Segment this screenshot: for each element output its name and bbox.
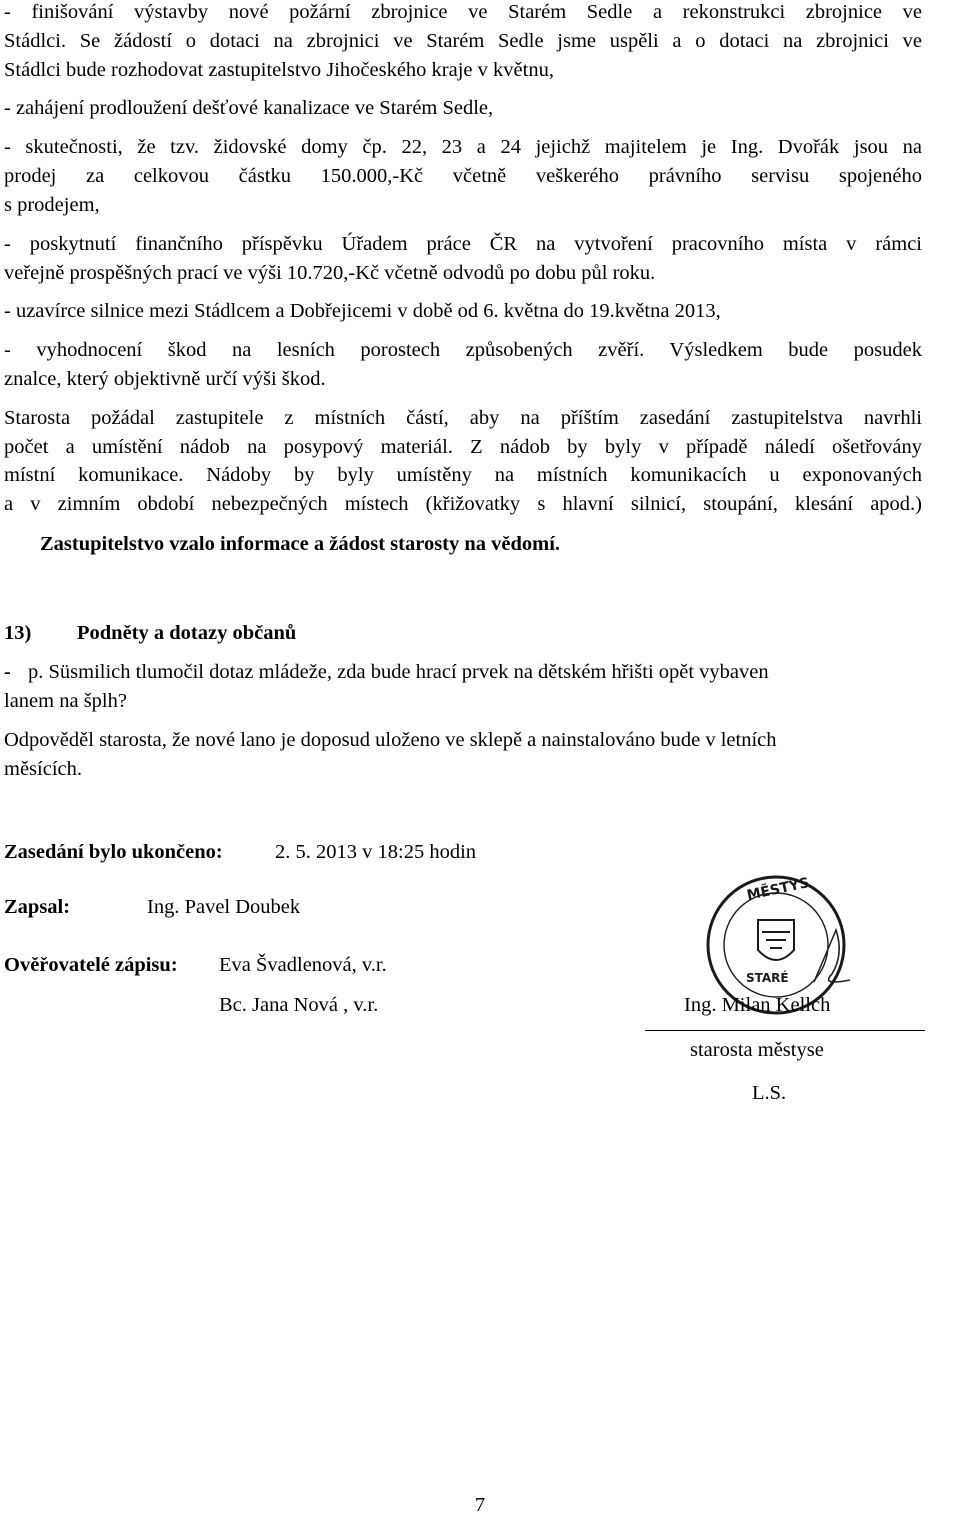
text-line: - skutečnosti, že tzv. židovské domy čp. 22, 23 a 24 jejichž majitelem je Ing. Dvořák jsou na — [4, 136, 922, 158]
text-line: místní komunikace. Nádoby by byly umístěny na místních komunikacích u exponovaných — [4, 464, 922, 486]
section-title: Podněty a dotazy občanů — [77, 622, 297, 644]
svg-text:STARÉ: STARÉ — [746, 971, 789, 985]
text-line: veřejně prospěšných prací ve výši 10.720,-Kč včetně odvodů po dobu půl roku. — [4, 262, 656, 284]
query-text: p. Süsmilich tlumočil dotaz mládeže, zda bude hrací prvek na dětském hřišti opět vybaven — [28, 661, 769, 683]
text-line: a v zimním období nebezpečných místech (křižovatky s hlavní silnicí, stoupání, klesání apod.) — [4, 493, 922, 515]
query-dash: - — [4, 661, 11, 683]
signature-line — [645, 1030, 925, 1031]
query-text-continued: lanem na šplh? — [4, 690, 127, 712]
recorder-label: Zapsal: — [4, 896, 71, 918]
text-line: - vyhodnocení škod na lesních porostech způsobených zvěří. Výsledkem bude posudek — [4, 339, 922, 361]
verifiers-label: Ověřovatelé zápisu: — [4, 954, 178, 976]
text-line: - poskytnutí finančního příspěvku Úřadem práce ČR na vytvoření pracovního místa v rámci — [4, 233, 922, 255]
text-line: - finišování výstavby nové požární zbrojnice ve Starém Sedle a rekonstrukci zbrojnice ve — [4, 1, 922, 23]
answer-text: Odpověděl starosta, že nové lano je doposud uloženo ve sklepě a nainstalováno bude v letních — [4, 729, 777, 751]
recorder-name: Ing. Pavel Doubek — [147, 896, 301, 918]
seal-mark: L.S. — [752, 1082, 787, 1104]
text-line: Stádlci bude rozhodovat zastupitelstvo Jihočeského kraje v květnu, — [4, 59, 554, 81]
verifier-name: Eva Švadlenová, v.r. — [219, 954, 387, 976]
resolution-statement: Zastupitelstvo vzalo informace a žádost starosty na vědomí. — [40, 533, 561, 555]
page-number: 7 — [474, 1494, 486, 1516]
closing-label: Zasedání bylo ukončeno: — [4, 841, 223, 863]
section-number: 13) — [4, 622, 32, 644]
text-line: - uzavírce silnice mezi Stádlcem a Dobřejicemi v době od 6. května do 19.května 2013, — [4, 300, 721, 322]
closing-value: 2. 5. 2013 v 18:25 hodin — [275, 841, 477, 863]
mayor-title: starosta městyse — [690, 1039, 824, 1061]
verifier-name: Bc. Jana Nová , v.r. — [219, 994, 379, 1016]
text-line: - zahájení prodloužení dešťové kanalizace ve Starém Sedle, — [4, 97, 494, 119]
text-line: s prodejem, — [4, 194, 100, 216]
text-line: znalce, který objektivně určí výši škod. — [4, 368, 326, 390]
text-line: Starosta požádal zastupitele z místních částí, aby na příštím zasedání zastupitelstva navrhli — [4, 407, 922, 429]
mayor-name: Ing. Milan Kellch — [684, 994, 831, 1016]
answer-text-continued: měsících. — [4, 758, 82, 780]
text-line: prodej za celkovou částku 150.000,-Kč včetně veškerého právního servisu spojeného — [4, 165, 922, 187]
svg-text:MĚSTYS: MĚSTYS — [745, 875, 811, 904]
text-line: počet a umístění nádob na posypový materiál. Z nádob by byly v případě náledí ošetřovány — [4, 436, 922, 458]
text-line: Stádlci. Se žádostí o dotaci na zbrojnici ve Starém Sedle jsme uspěli a o dotaci na zbrojnici ve — [4, 30, 922, 52]
